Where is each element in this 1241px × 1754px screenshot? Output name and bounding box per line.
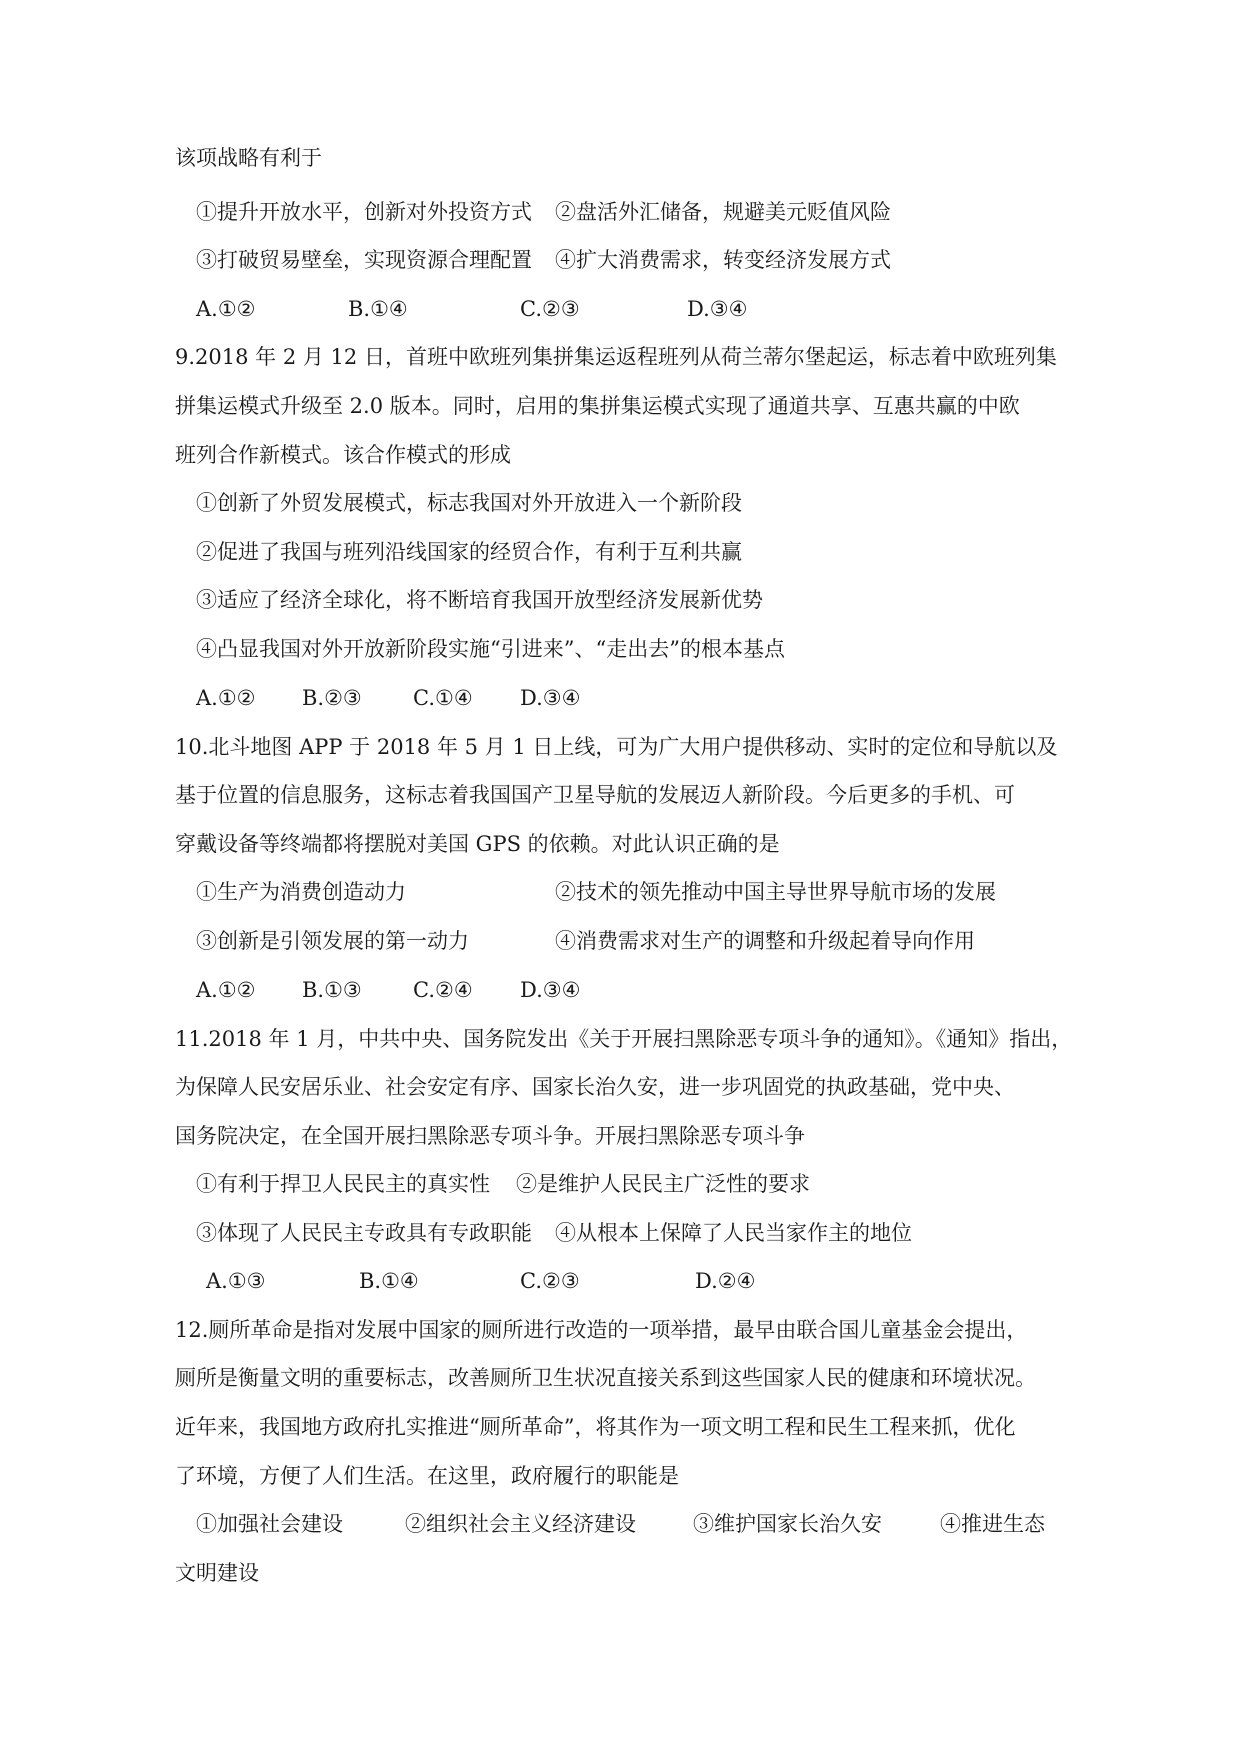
q9-choice-c: C.①④ — [413, 686, 473, 710]
q8-option-3: ③打破贸易壁垒，实现资源合理配置 — [196, 248, 532, 272]
q8-option-4: ④扩大消费需求，转变经济发展方式 — [555, 248, 891, 272]
q10-option-3: ③创新是引领发展的第一动力 — [196, 929, 469, 953]
q11-option-4: ④从根本上保障了人民当家作主的地位 — [555, 1221, 912, 1245]
q8-stem-tail: 该项战略有利于 — [175, 146, 322, 170]
q11-option-1: ①有利于捍卫人民民主的真实性 — [196, 1172, 490, 1196]
q10-stem-line-3: 穿戴设备等终端都将摆脱对美国 GPS 的依赖。对此认识正确的是 — [175, 832, 780, 856]
q10-stem-line-2: 基于位置的信息服务，这标志着我国国产卫星导航的发展迈人新阶段。今后更多的手机、可 — [175, 783, 1015, 807]
q11-stem-line-3: 国务院决定，在全国开展扫黑除恶专项斗争。开展扫黑除恶专项斗争 — [175, 1124, 805, 1148]
q12-option-3: ③维护国家长治久安 — [693, 1512, 882, 1536]
q10-option-4: ④消费需求对生产的调整和升级起着导向作用 — [555, 929, 975, 953]
q11-choice-b: B.①④ — [359, 1269, 419, 1293]
q12-stem-line-1: 12.厕所革命是指对发展中国家的厕所进行改造的一项举措，最早由联合国儿童基金会提出， — [175, 1318, 1028, 1342]
q9-choice-a: A.①② — [196, 686, 256, 710]
q11-choice-d: D.②④ — [695, 1269, 756, 1293]
q9-stem-line-1: 9.2018 年 2 月 12 日，首班中欧班列集拼集运返程班列从荷兰蒂尔堡起运，标志着中欧班列集 — [175, 345, 1057, 369]
q8-choice-c: C.②③ — [520, 297, 580, 321]
q12-option-4: ④推进生态 — [940, 1512, 1045, 1536]
q10-choice-b: B.①③ — [302, 978, 362, 1002]
q12-option-2: ②组织社会主义经济建设 — [405, 1512, 636, 1536]
q9-option-1: ①创新了外贸发展模式，标志我国对外开放进入一个新阶段 — [196, 491, 742, 515]
q10-option-2: ②技术的领先推动中国主导世界导航市场的发展 — [555, 880, 996, 904]
q12-option-4-continued: 文明建设 — [175, 1561, 259, 1585]
q9-choice-b: B.②③ — [302, 686, 362, 710]
q12-stem-line-2: 厕所是衡量文明的重要标志，改善厕所卫生状况直接关系到这些国家人民的健康和环境状况。 — [175, 1366, 1036, 1390]
q10-option-1: ①生产为消费创造动力 — [196, 880, 406, 904]
q11-stem-line-1: 11.2018 年 1 月，中共中央、国务院发出《关于开展扫黑除恶专项斗争的通知》。《通知》指出， — [175, 1027, 1073, 1051]
q10-choice-d: D.③④ — [520, 978, 581, 1002]
q8-choice-d: D.③④ — [687, 297, 748, 321]
q8-option-2: ②盘活外汇储备，规避美元贬值风险 — [555, 200, 891, 224]
q9-option-3: ③适应了经济全球化，将不断培育我国开放型经济发展新优势 — [196, 588, 763, 612]
q11-choice-a: A.①③ — [206, 1269, 266, 1293]
q9-option-4: ④凸显我国对外开放新阶段实施“引进来”、“走出去”的根本基点 — [196, 637, 785, 661]
q12-option-1: ①加强社会建设 — [196, 1512, 343, 1536]
q11-option-3: ③体现了人民民主专政具有专政职能 — [196, 1221, 532, 1245]
q9-option-2: ②促进了我国与班列沿线国家的经贸合作，有利于互利共赢 — [196, 540, 742, 564]
q9-stem-line-2: 拼集运模式升级至 2.0 版本。同时，启用的集拼集运模式实现了通道共享、互惠共赢的中欧 — [175, 394, 1020, 418]
q10-choice-c: C.②④ — [413, 978, 473, 1002]
q9-stem-line-3: 班列合作新模式。该合作模式的形成 — [175, 443, 511, 467]
q8-choice-a: A.①② — [196, 297, 256, 321]
q9-choice-d: D.③④ — [520, 686, 581, 710]
q10-stem-line-1: 10.北斗地图 APP 于 2018 年 5 月 1 日上线，可为广大用户提供移动、实时的定位和导航以及 — [175, 735, 1058, 759]
q11-choice-c: C.②③ — [520, 1269, 580, 1293]
q12-stem-line-4: 了环境，方便了人们生活。在这里，政府履行的职能是 — [175, 1464, 679, 1488]
q11-option-2: ②是维护人民民主广泛性的要求 — [516, 1172, 810, 1196]
q10-choice-a: A.①② — [196, 978, 256, 1002]
q11-stem-line-2: 为保障人民安居乐业、社会安定有序、国家长治久安，进一步巩固党的执政基础，党中央、 — [175, 1075, 1015, 1099]
q8-choice-b: B.①④ — [348, 297, 408, 321]
q12-stem-line-3: 近年来，我国地方政府扎实推进“厕所革命”，将其作为一项文明工程和民生工程来抓，优化 — [175, 1415, 1016, 1439]
q8-option-1: ①提升开放水平，创新对外投资方式 — [196, 200, 532, 224]
